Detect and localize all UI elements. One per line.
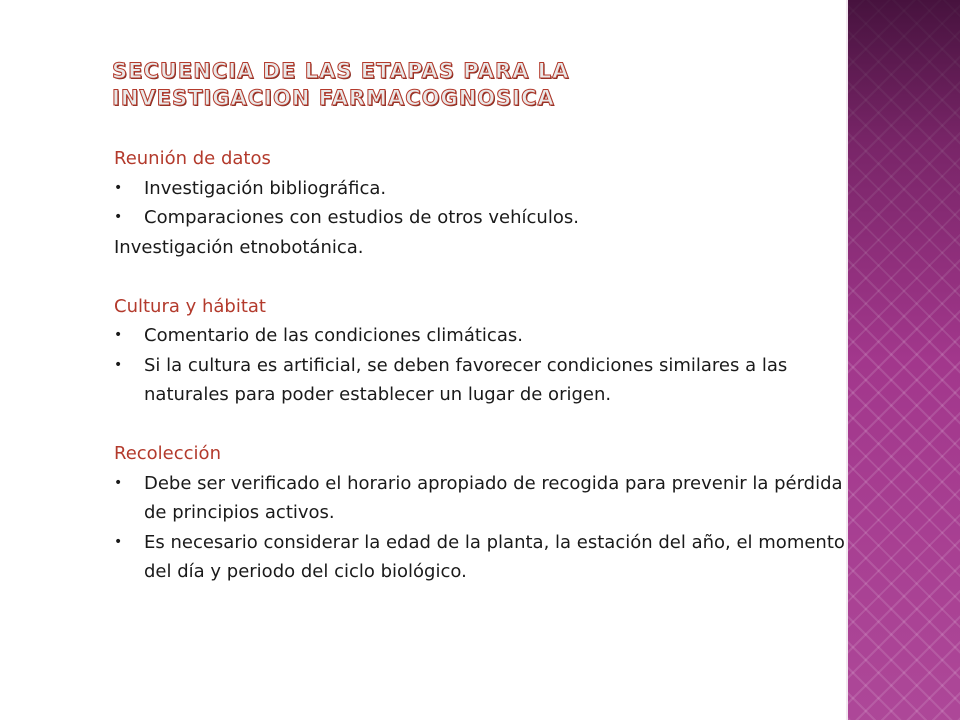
bullet-list [114,321,854,410]
list-item [114,203,854,233]
bullet-icon: • [114,474,123,491]
bullet-icon: • [114,356,123,373]
section-heading: Reunión de datos [114,148,271,169]
section-recoleccion [114,439,854,587]
bullet-icon: • [114,533,123,550]
slide-body [114,144,854,616]
list-item-text: Comentario de las condiciones climáticas. [144,325,523,346]
list-item-text: Debe ser verificado el horario apropiado de recogida para prevenir la pérdida de principios activos. [144,472,843,523]
bullet-list [114,469,854,587]
decorative-pattern-band [848,0,960,720]
section-reunion-de-datos [114,144,854,262]
slide-title: SECUENCIA DE LAS ETAPAS PARA LA INVESTIGACION FARMACOGNOSICA [112,59,570,110]
list-item [114,469,854,528]
section-cultura-y-habitat [114,292,854,410]
list-item [114,528,854,587]
list-item [114,351,854,410]
list-item-text: Es necesario considerar la edad de la planta, la estación del año, el momento del día y periodo del ciclo biológico. [144,531,845,582]
bullet-list [114,174,854,233]
section-heading: Cultura y hábitat [114,295,266,317]
list-item [114,174,854,204]
bullet-icon: • [114,327,123,343]
list-item-text: Si la cultura es artificial, se deben favorecer condiciones similares a las naturales para poder establecer un lugar de origen. [144,354,788,405]
section-heading: Recolección [114,443,221,464]
list-item [114,321,854,351]
list-item-text: Investigación bibliográfica. [144,177,387,199]
list-item-text: Comparaciones con estudios de otros vehículos. [144,207,579,228]
section-text: Investigación etnobotánica. [114,236,364,258]
bullet-icon: • [114,209,123,225]
bullet-icon: • [114,179,123,196]
